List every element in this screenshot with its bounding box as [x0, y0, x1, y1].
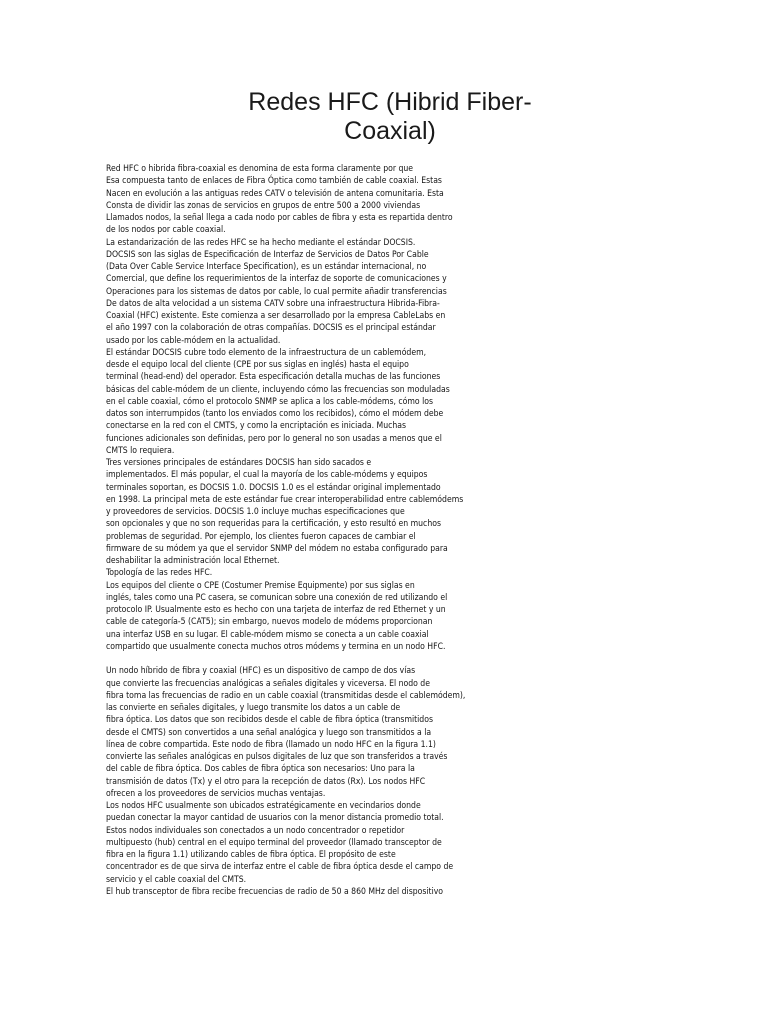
title-line: Coaxial)	[344, 117, 436, 145]
body-line: Topología de las redes HFC.	[106, 568, 213, 579]
body-line: firmware de su módem ya que el servidor SNMP del módem no estaba configurado para	[106, 543, 448, 554]
body-line: problemas de seguridad. Por ejemplo, los clientes fueron capaces de cambiar el	[106, 531, 416, 542]
body-line: implementados. El más popular, el cual la mayoría de los cable-módems y equipos	[106, 470, 428, 481]
body-line: conectarse en la red con el CMTS, y como la encriptación es iniciada. Muchas	[106, 421, 407, 432]
body-line: Estos nodos individuales son conectados a un nodo concentrador o repetidor	[106, 825, 405, 836]
body-line	[106, 653, 506, 665]
body-line: multipuesto (hub) central en el equipo terminal del proveedor (llamado transceptor de	[106, 837, 442, 848]
body-line: ofrecen a los proveedores de servicios muchas ventajas.	[106, 788, 326, 799]
title-line: Redes HFC (Hibrid Fiber-	[248, 88, 532, 116]
body-line: del cable de fibra óptica. Dos cables de fibra óptica son necesarios: Uno para la	[106, 764, 415, 775]
body-line: son opcionales y que no son requeridas para la certificación, y esto resultó en muchos	[106, 519, 441, 530]
body-line: las convierte en señales digitales, y luego transmite los datos a un cable de	[106, 703, 401, 713]
body-line: usado por los cable-módem en la actualidad.	[106, 335, 281, 346]
body-line: de los nodos por cable coaxial.	[106, 225, 226, 236]
body-line: Red HFC o hibrida fibra-coaxial es denomina de esta forma claramente por que	[106, 164, 414, 174]
body-line: transmisión de datos (Tx) y el otro para la recepción de datos (Rx). Los nodos HFC	[106, 776, 426, 787]
body-line: El estándar DOCSIS cubre todo elemento de la infraestructura de un cablemódem,	[106, 347, 427, 358]
body-line: desde el equipo local del cliente (CPE por sus siglas en inglés) hasta el equipo	[106, 360, 409, 370]
body-line: en el cable coaxial, cómo el protocolo SNMP se aplica a los cable-módems, cómo los	[106, 396, 433, 407]
body-line: una interfaz USB en su lugar. El cable-módem mismo se conecta a un cable coaxial	[106, 629, 429, 640]
body-line: fibra en la figura 1.1) utilizando cables de fibra óptica. El propósito de este	[106, 850, 396, 860]
body-line: terminales soportan, es DOCSIS 1.0. DOCSIS 1.0 es el estándar original implementado	[106, 482, 441, 493]
body-line: el año 1997 con la colaboración de otras compañías. DOCSIS es el principal estándar	[106, 323, 436, 334]
body-line: (Data Over Cable Service Interface Specification), es un estándar internacional, no	[106, 262, 427, 272]
body-line: deshabilitar la administración local Ethernet.	[106, 556, 280, 566]
body-line: DOCSIS son las siglas de Especificación de Interfaz de Servicios de Datos Por Cable	[106, 249, 429, 260]
body-line: Los nodos HFC usualmente son ubicados estratégicamente en vecindarios donde	[106, 801, 421, 811]
body-line: funciones adicionales son definidas, pero por lo general no son usadas a menos que el	[106, 433, 442, 444]
body-line: cable de categoría-5 (CAT5); sin embargo, nuevos modelo de módems proporcionan	[106, 617, 433, 628]
body-line: fibra óptica. Los datos que son recibidos desde el cable de fibra óptica (transmitidos	[106, 715, 433, 726]
body-line: desde el CMTS) son convertidos a una señal analógica y luego son transmitidos a la	[106, 727, 432, 738]
body-line: La estandarización de las redes HFC se ha hecho mediante el estándar DOCSIS.	[106, 237, 416, 248]
body-line: inglés, tales como una PC casera, se comunican sobre una conexión de red utilizando el	[106, 592, 448, 603]
body-line: De datos de alta velocidad a un sistema CATV sobre una infraestructura Hibrida-Fibra-	[106, 298, 440, 309]
body-line: compartido que usualmente conecta muchos otros módems y termina en un nodo HFC.	[106, 641, 446, 652]
body-line: protocolo IP. Usualmente esto es hecho con una tarjeta de interfaz de red Ethernet y un	[106, 605, 446, 615]
body-line: que convierte las frecuencias analógicas a señales digitales y viceversa. El nodo de	[106, 678, 430, 689]
body-line: terminal (head-end) del operador. Esta especificación detalla muchas de las funciones	[106, 372, 441, 383]
body-line: El hub transceptor de fibra recibe frecuencias de radio de 50 a 860 MHz del dispositivo	[106, 886, 444, 897]
body-line: Comercial, que define los requerimientos de la interfaz de soporte de comunicaciones y	[106, 274, 447, 285]
document-body	[106, 163, 506, 898]
body-line: Un nodo híbrido de fibra y coaxial (HFC) es un dispositivo de campo de dos vías	[106, 666, 416, 677]
body-line: convierte las señales analógicas en pulsos digitales de luz que son transferidos a través	[106, 752, 448, 762]
body-line: Consta de dividir las zonas de servicios en grupos de entre 500 a 2000 viviendas	[106, 200, 421, 211]
body-line: Tres versiones principales de estándares DOCSIS han sido sacados e	[106, 458, 372, 468]
body-line: servicio y el cable coaxial del CMTS.	[106, 874, 247, 885]
body-line: Coaxial (HFC) existente. Este comienza a ser desarrollado por la empresa CableLabs en	[106, 311, 446, 321]
document-title	[180, 88, 600, 146]
body-line: básicas del cable-módem de un cliente, incluyendo cómo las frecuencias son moduladas	[106, 384, 450, 395]
body-line: línea de cobre compartida. Este nodo de fibra (llamado un nodo HFC en la figura 1.1)	[106, 739, 436, 750]
body-line: y proveedores de servicios. DOCSIS 1.0 incluye muchas especificaciones que	[106, 507, 405, 517]
body-line: Nacen en evolución a las antiguas redes CATV o televisión de antena comunitaria. Esta	[106, 188, 444, 199]
body-line: en 1998. La principal meta de este estándar fue crear interoperabilidad entre cablemódems	[106, 494, 464, 505]
body-line: puedan conectar la mayor cantidad de usuarios con la menor distancia promedio total.	[106, 813, 444, 824]
body-line: concentrador es de que sirva de interfaz entre el cable de fibra óptica desde el campo de	[106, 862, 454, 873]
body-line: CMTS lo requiera.	[106, 445, 175, 456]
body-line: Los equipos del cliente o CPE (Costumer Premise Equipmente) por sus siglas en	[106, 580, 415, 591]
body-line: fibra toma las frecuencias de radio en un cable coaxial (transmitidas desde el cablemódem),	[106, 690, 466, 701]
body-line: Operaciones para los sistemas de datos por cable, lo cual permite añadir transferencias	[106, 286, 447, 297]
body-line: datos son interrumpidos (tanto los enviados como los recibidos), cómo el módem debe	[106, 409, 444, 419]
body-line: Llamados nodos, la señal llega a cada nodo por cables de fibra y esta es repartida dentro	[106, 213, 453, 223]
body-line: Esa compuesta tanto de enlaces de Fibra Óptica como también de cable coaxial. Estas	[106, 176, 442, 187]
